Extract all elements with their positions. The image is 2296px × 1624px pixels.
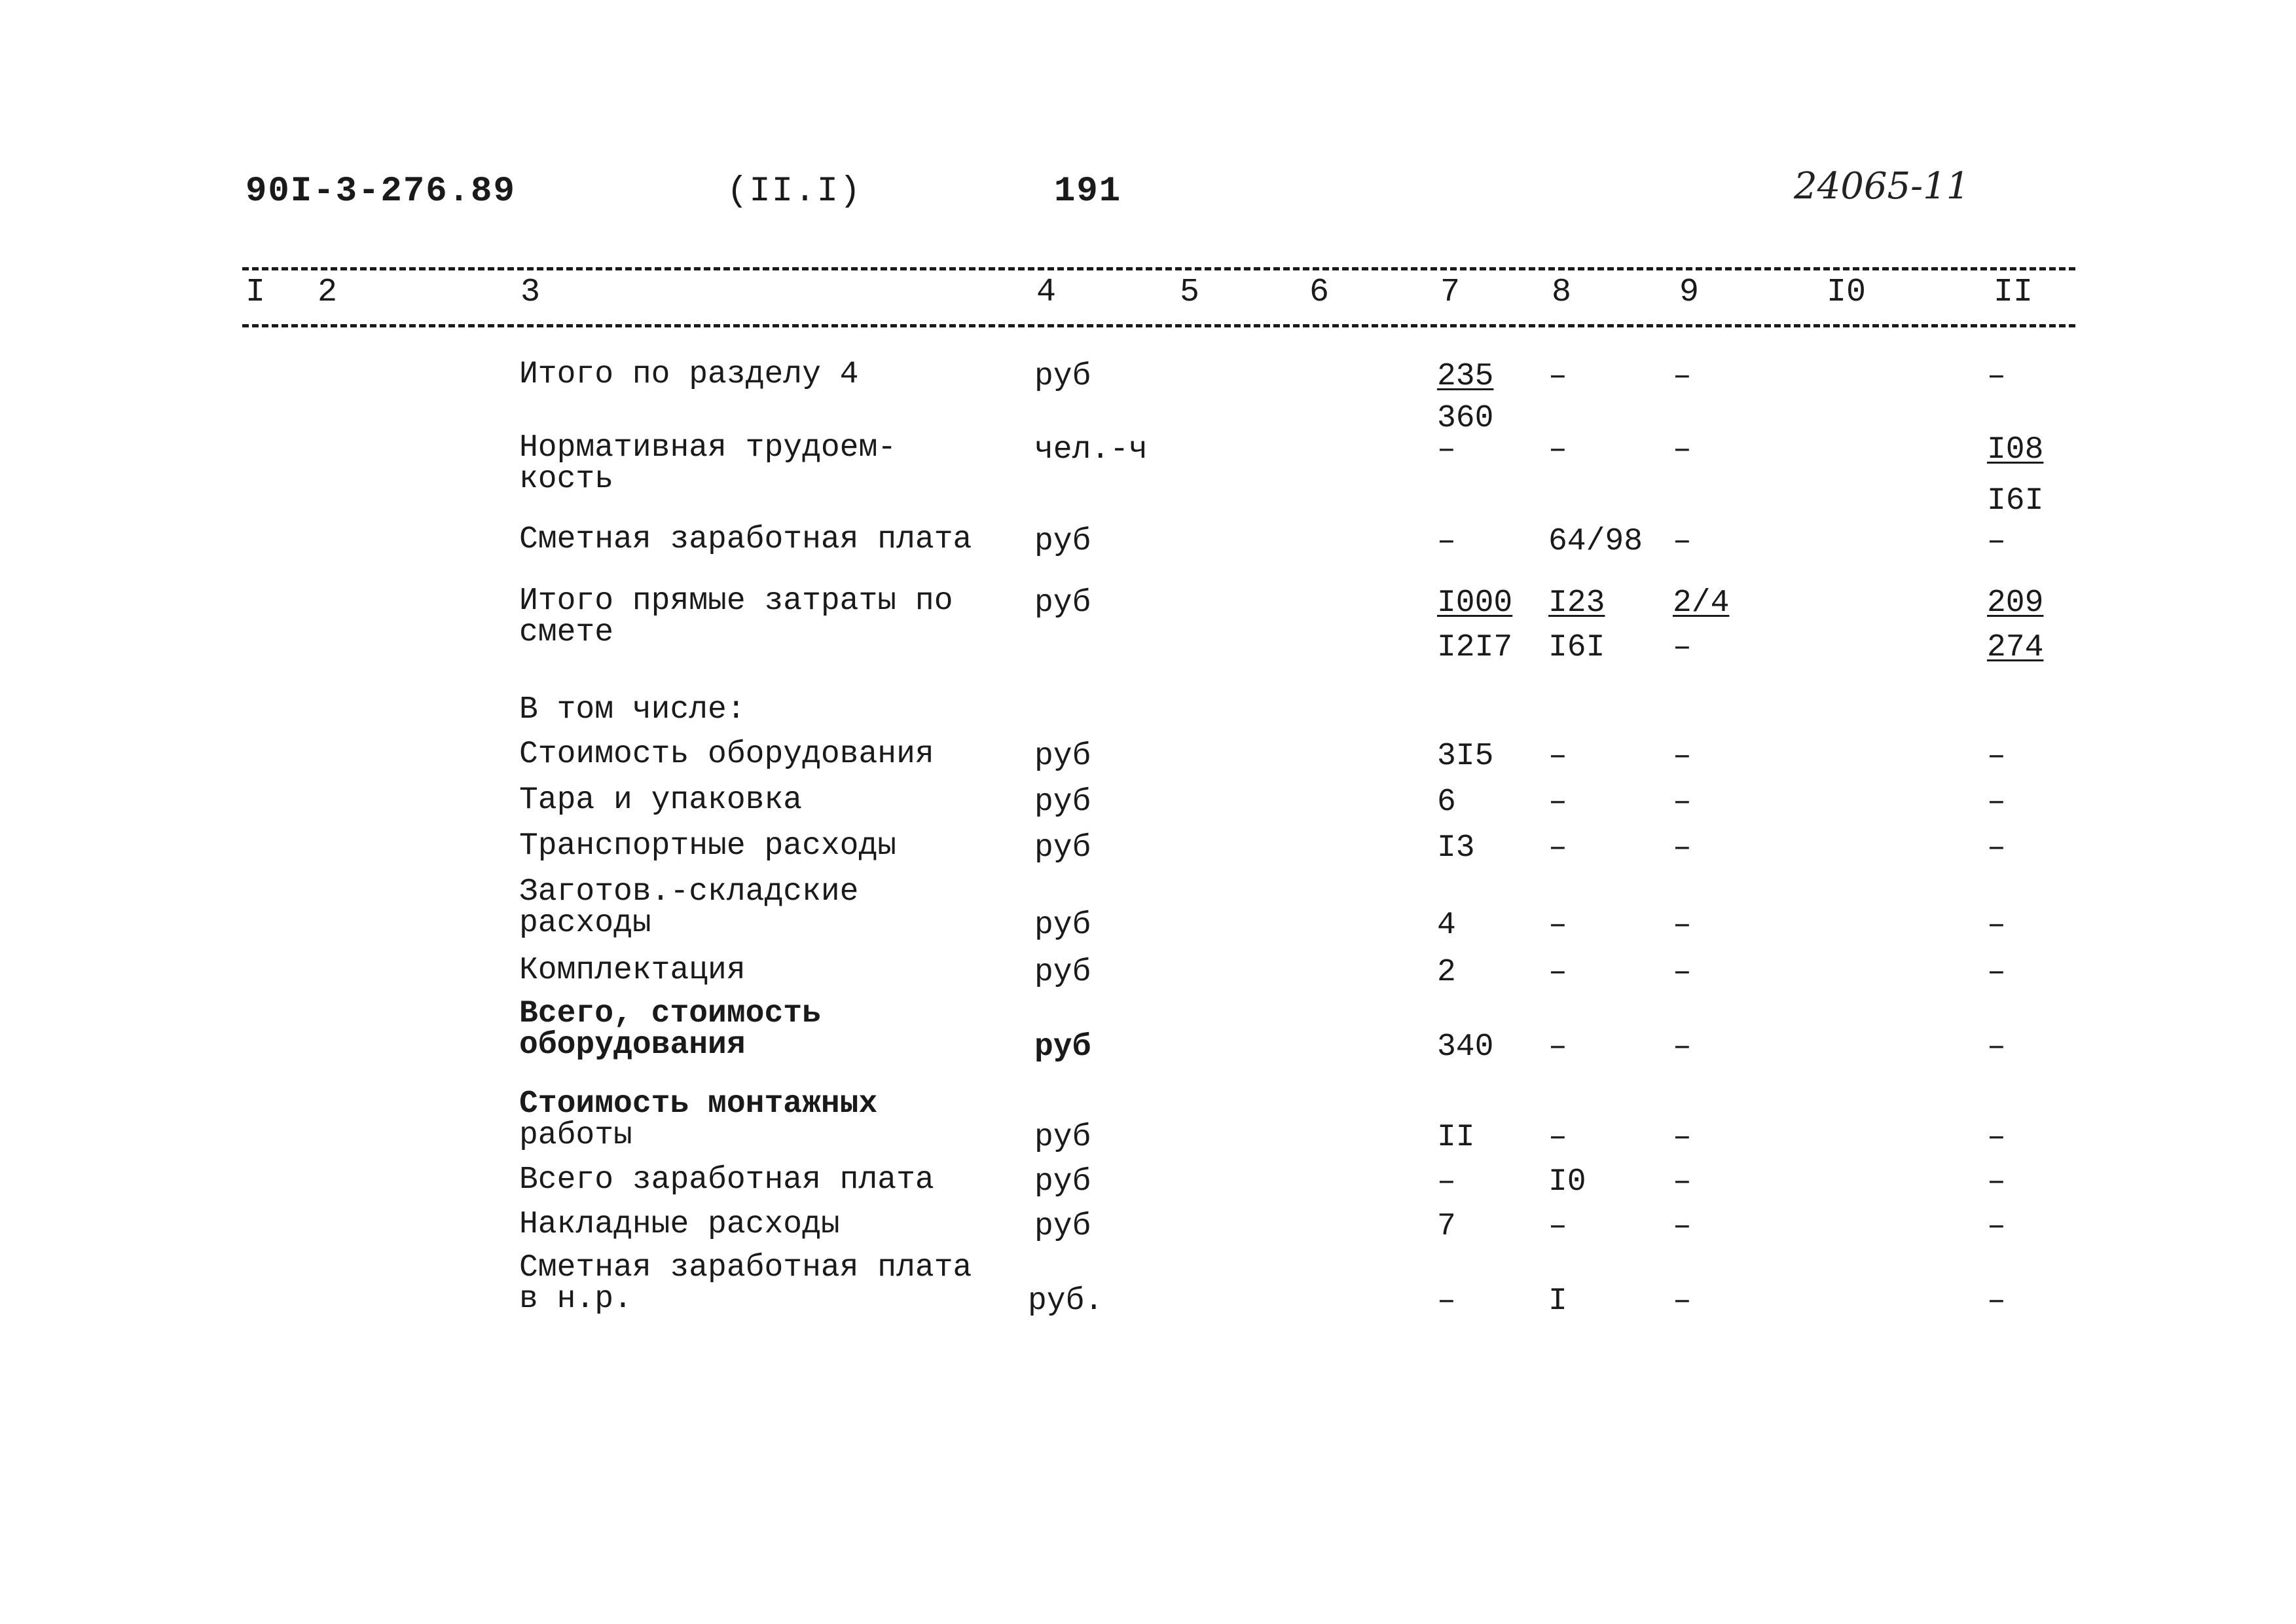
header-bottom-rule [242, 324, 2075, 327]
row-label: Сметная заработная плата [519, 522, 972, 557]
cell-col7: – [1437, 1164, 1456, 1200]
col-6-number: 6 [1309, 274, 1330, 311]
cell-col8: – [1548, 1120, 1567, 1155]
cell-col11-second: I6I [1987, 483, 2044, 519]
cell-col9: – [1673, 359, 1692, 394]
row-unit: руб [1034, 1209, 1091, 1244]
row-label-line2: в н.р. [519, 1282, 632, 1317]
cell-col9: 2/4 [1673, 585, 1730, 621]
cell-col11: – [1987, 739, 2006, 774]
subsection-heading: В том числе: [519, 692, 746, 728]
cell-col8: – [1548, 359, 1567, 394]
row-label-line1: Сметная заработная плата [519, 1250, 972, 1285]
row-label: Итого по разделу 4 [519, 357, 859, 392]
cell-col9: – [1673, 524, 1692, 559]
col-5-number: 5 [1180, 274, 1200, 311]
col-10-number: I0 [1827, 274, 1867, 311]
cell-col11: – [1987, 955, 2006, 990]
cell-col8: 64/98 [1548, 524, 1643, 559]
row-unit: руб [1034, 359, 1091, 394]
row-label: Всего заработная плата [519, 1162, 934, 1198]
row-label-line1: Всего, стоимость [519, 996, 821, 1031]
row-label-line2: оборудования [519, 1027, 746, 1063]
col-4-number: 4 [1036, 274, 1057, 311]
cell-col7: 6 [1437, 784, 1456, 820]
row-label: Тара и упаковка [519, 783, 803, 818]
col-8-number: 8 [1552, 274, 1572, 311]
header-top-rule [242, 267, 2075, 270]
cell-col7: I3 [1437, 830, 1475, 866]
row-unit: руб [1034, 1120, 1091, 1155]
cell-col11: – [1987, 908, 2006, 943]
cell-col8: I23 [1548, 585, 1605, 621]
cell-col11: – [1987, 830, 2006, 866]
cell-col9: – [1673, 1164, 1692, 1200]
row-unit: руб [1034, 585, 1091, 621]
row-unit: руб. [1028, 1283, 1104, 1319]
row-label-line1: Стоимость монтажных [519, 1086, 878, 1122]
row-label-line1: Итого прямые затраты по [519, 583, 953, 619]
page-number: 191 [1054, 172, 1122, 212]
cell-col9: – [1673, 432, 1692, 468]
row-label: Накладные расходы [519, 1207, 840, 1242]
row-label-line2: расходы [519, 906, 651, 941]
row-unit: чел.-ч [1034, 432, 1148, 468]
cell-col9: – [1673, 1283, 1692, 1319]
cell-col11: 209 [1987, 585, 2044, 621]
row-unit: руб [1034, 1164, 1091, 1200]
cell-col11: – [1987, 359, 2006, 394]
cell-col11: – [1987, 1209, 2006, 1244]
cell-col7-second: 360 [1437, 401, 1494, 436]
cell-col8: – [1548, 1209, 1567, 1244]
cell-col7: 2 [1437, 955, 1456, 990]
handwritten-stamp: 24065-11 [1794, 165, 1970, 208]
cell-col9: – [1673, 908, 1692, 943]
section-number: (II.I) [727, 172, 862, 212]
col-1-number: I [246, 274, 266, 311]
cell-col11-second: 274 [1987, 630, 2044, 665]
cell-col7: – [1437, 432, 1456, 468]
cell-col8: – [1548, 955, 1567, 990]
cell-col7-second: I2I7 [1437, 630, 1513, 665]
cell-col8: – [1548, 908, 1567, 943]
row-label-line1: Нормативная трудоем- [519, 430, 897, 466]
cell-col8: – [1548, 1029, 1567, 1065]
cell-col11: – [1987, 1029, 2006, 1065]
col-9-number: 9 [1679, 274, 1700, 311]
cell-col8-second: I6I [1548, 630, 1605, 665]
row-label: Комплектация [519, 953, 746, 988]
cell-col8: – [1548, 784, 1567, 820]
cell-col9-second: – [1673, 630, 1692, 665]
row-unit: руб [1034, 784, 1091, 820]
cell-col7: I000 [1437, 585, 1513, 621]
cell-col8: I0 [1548, 1164, 1586, 1200]
cell-col7: 235 [1437, 359, 1494, 394]
cell-col9: – [1673, 1120, 1692, 1155]
col-2-number: 2 [318, 274, 338, 311]
cell-col8: I [1548, 1283, 1567, 1319]
cell-col7: II [1437, 1120, 1475, 1155]
cell-col8: – [1548, 432, 1567, 468]
col-7-number: 7 [1440, 274, 1461, 311]
row-label: Стоимость оборудования [519, 737, 934, 772]
cell-col7: 7 [1437, 1209, 1456, 1244]
cell-col9: – [1673, 739, 1692, 774]
cell-col8: – [1548, 739, 1567, 774]
cell-col11: – [1987, 1164, 2006, 1200]
cell-col11: I08 [1987, 432, 2044, 468]
cell-col7: 3I5 [1437, 739, 1494, 774]
cell-col9: – [1673, 784, 1692, 820]
row-label-line2: кость [519, 462, 614, 497]
row-unit: руб [1034, 955, 1091, 990]
cell-col11: – [1987, 524, 2006, 559]
cell-col9: – [1673, 1029, 1692, 1065]
document-code: 90I-3-276.89 [246, 172, 516, 212]
row-unit: руб [1034, 830, 1091, 866]
cell-col11: – [1987, 1120, 2006, 1155]
row-unit: руб [1034, 908, 1091, 943]
cell-col7: 4 [1437, 908, 1456, 943]
cell-col9: – [1673, 1209, 1692, 1244]
row-unit: руб [1034, 524, 1091, 559]
cell-col11: – [1987, 1283, 2006, 1319]
row-label-line1: Заготов.-складские [519, 874, 859, 910]
cell-col11: – [1987, 784, 2006, 820]
cell-col7: – [1437, 1283, 1456, 1319]
row-label: Транспортные расходы [519, 828, 897, 864]
row-label-line2: смете [519, 615, 614, 650]
col-3-number: 3 [520, 274, 541, 311]
cell-col9: – [1673, 830, 1692, 866]
row-unit: руб [1034, 1029, 1091, 1065]
cell-col8: – [1548, 830, 1567, 866]
cell-col7: 340 [1437, 1029, 1494, 1065]
cell-col7: – [1437, 524, 1456, 559]
row-label-line2: работы [519, 1118, 632, 1153]
row-unit: руб [1034, 739, 1091, 774]
cell-col9: – [1673, 955, 1692, 990]
col-11-number: II [1994, 274, 2033, 311]
